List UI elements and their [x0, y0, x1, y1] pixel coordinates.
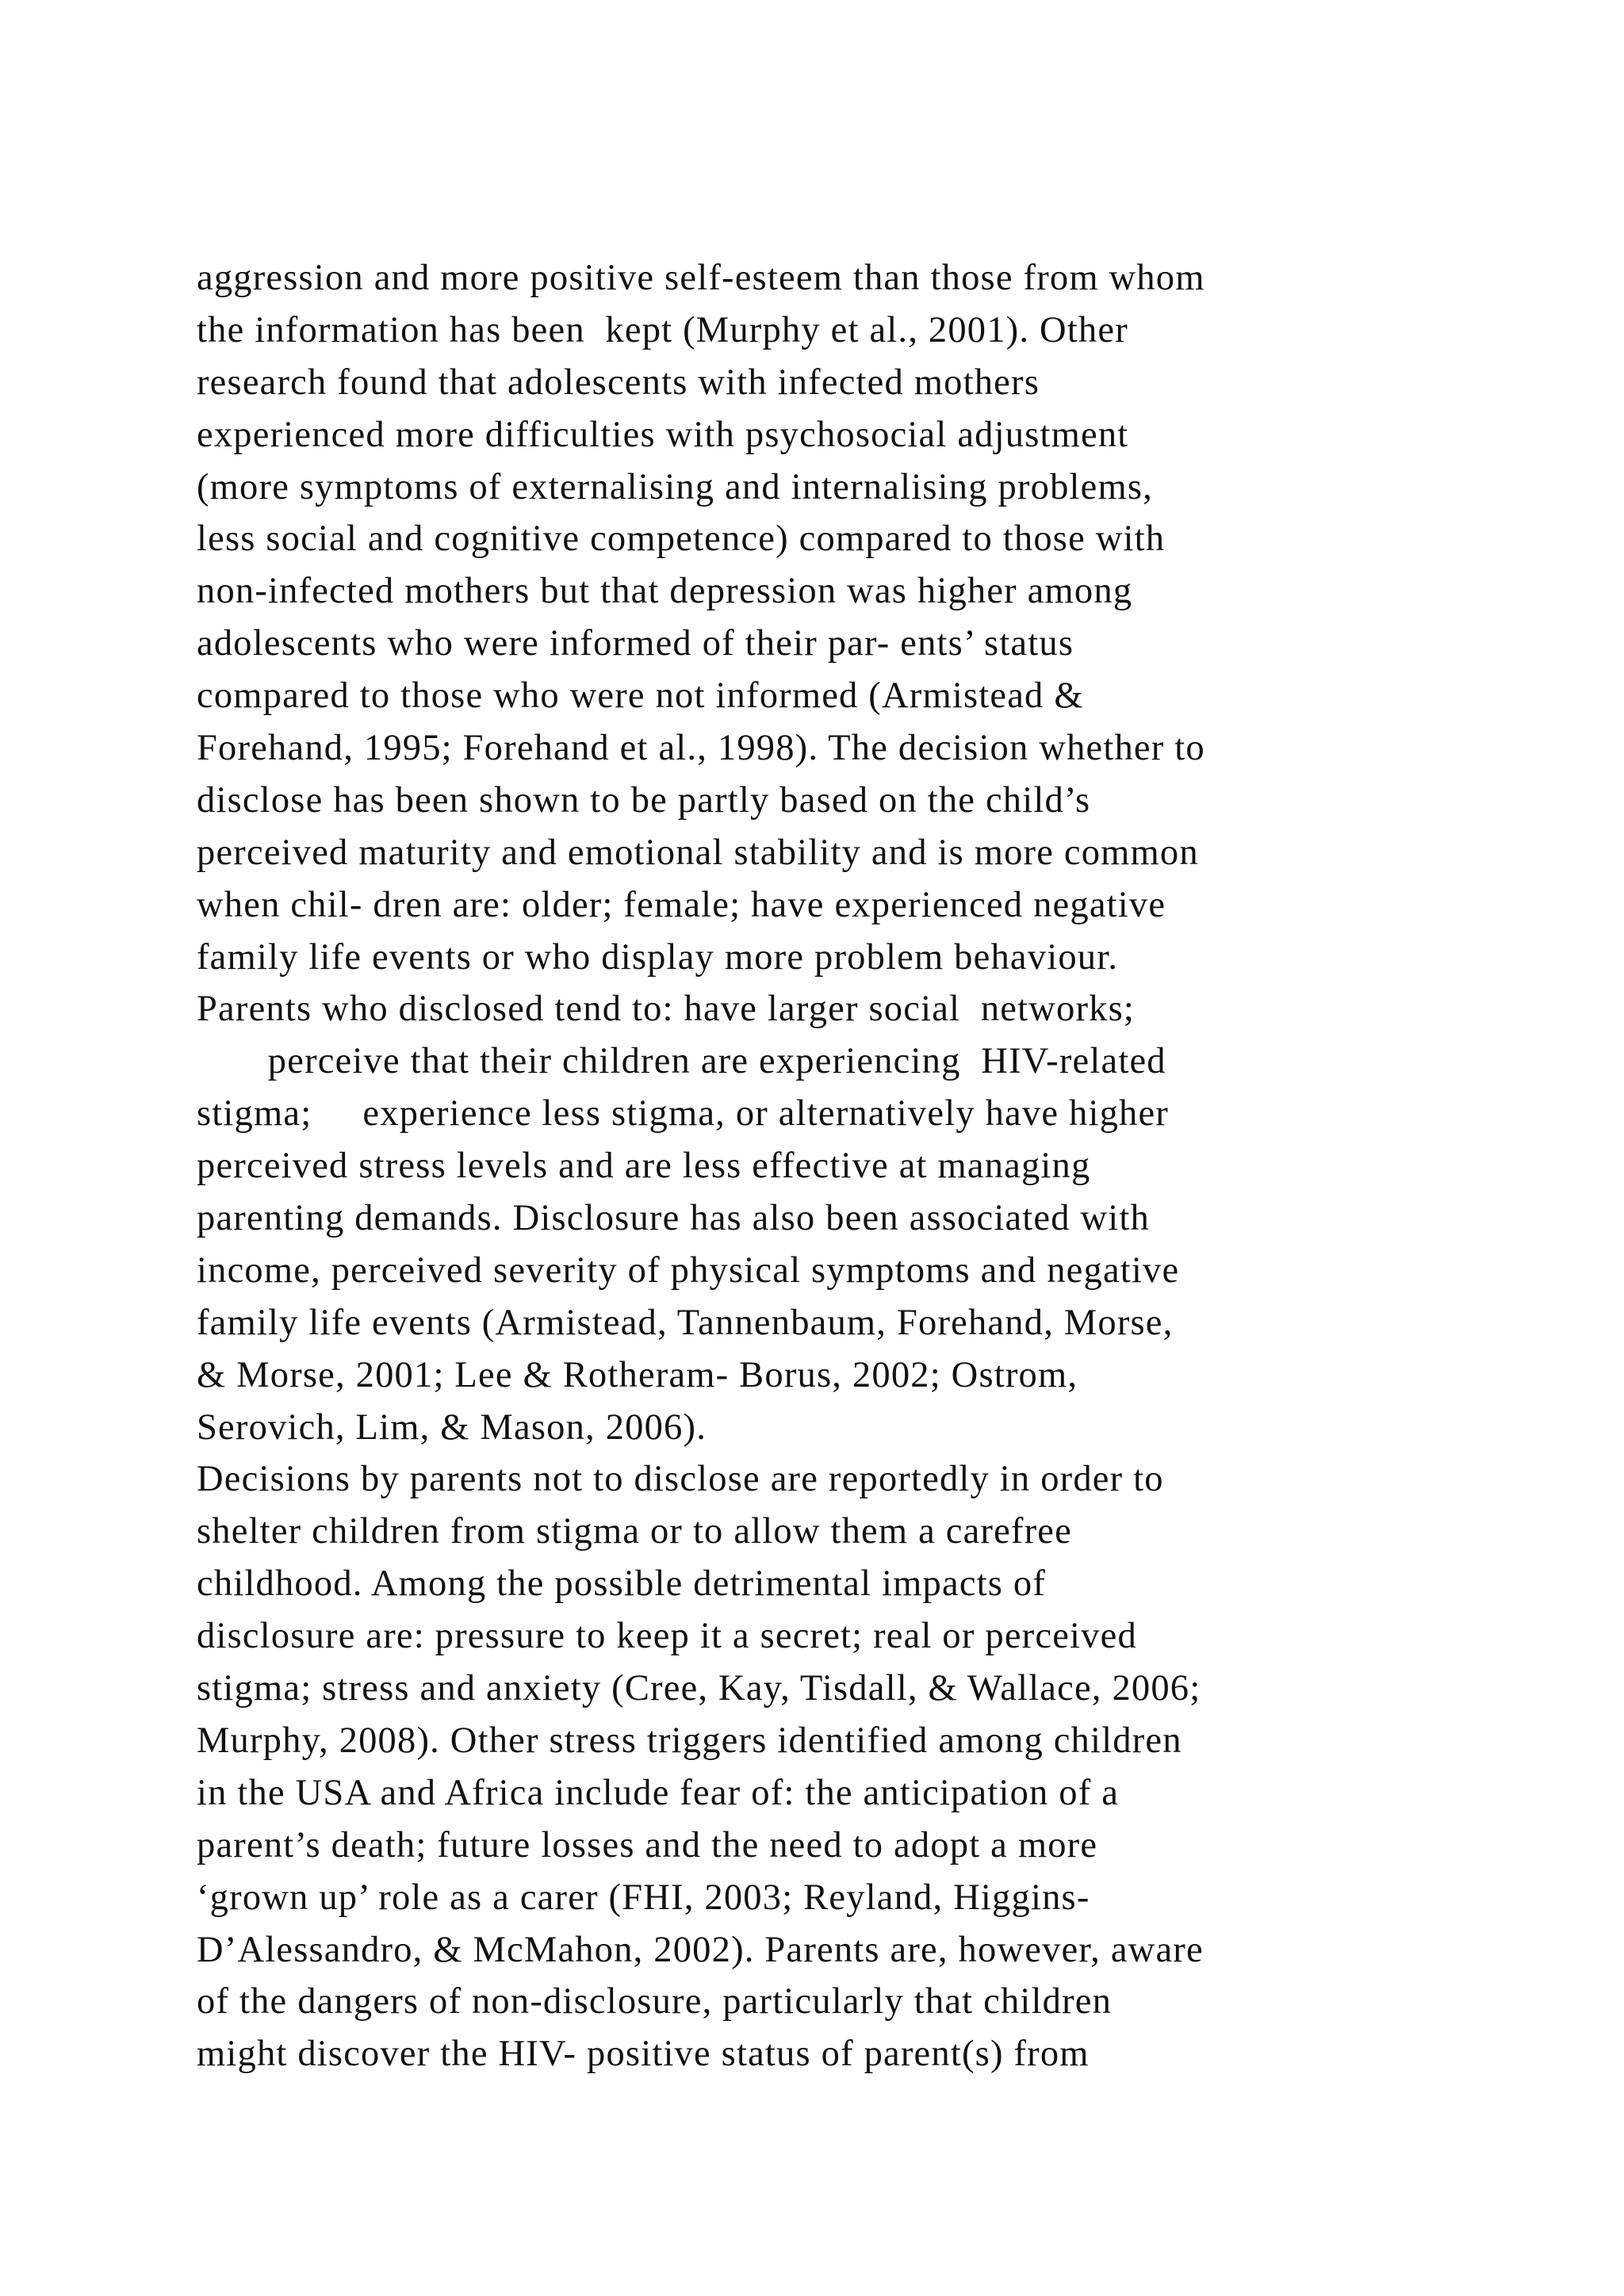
- text-line: D’Alessandro, & McMahon, 2002). Parents are, however, aware: [197, 1929, 1204, 1970]
- text-line: the information has been kept (Murphy et al., 2001). Other: [197, 309, 1128, 350]
- text-line: parenting demands. Disclosure has also been associated with: [197, 1198, 1150, 1239]
- text-line: might discover the HIV- positive status of parent(s) from: [197, 2034, 1090, 2075]
- text-line: perceived stress levels and are less effective at managing: [197, 1146, 1091, 1187]
- text-line: Decisions by parents not to disclose are reportedly in order to: [197, 1459, 1164, 1500]
- text-line: stigma; experience less stigma, or alternatively have higher: [197, 1093, 1169, 1135]
- text-line: of the dangers of non-disclosure, particularly that children: [197, 1981, 1113, 2022]
- text-line: & Morse, 2001; Lee & Rotheram- Borus, 2002; Ostrom,: [197, 1354, 1078, 1395]
- text-line: aggression and more positive self-esteem than those from whom: [197, 258, 1205, 298]
- text-line: experienced more difficulties with psychosocial adjustment: [197, 414, 1129, 455]
- text-line: Parents who disclosed tend to: have larger social networks;: [197, 989, 1136, 1030]
- text-line: stigma; stress and anxiety (Cree, Kay, Tisdall, & Wallace, 2006;: [197, 1668, 1201, 1709]
- text-line: shelter children from stigma or to allow them a carefree: [197, 1511, 1072, 1552]
- text-line: in the USA and Africa include fear of: the anticipation of a: [197, 1772, 1120, 1813]
- text-line: disclose has been shown to be partly based on the child’s: [197, 779, 1091, 821]
- text-line: parent’s death; future losses and the need to adopt a more: [197, 1824, 1098, 1866]
- text-line: family life events or who display more problem behaviour.: [197, 936, 1119, 978]
- text-line: research found that adolescents with infected mothers: [197, 362, 1040, 403]
- text-line: less social and cognitive competence) compared to those with: [197, 519, 1166, 560]
- text-line: childhood. Among the possible detrimental impacts of: [197, 1563, 1047, 1605]
- text-line: when chil- dren are: older; female; have experienced negative: [197, 884, 1166, 925]
- text-line: perceived maturity and emotional stability and is more common: [197, 832, 1199, 873]
- body-text: [197, 252, 1608, 2080]
- text-line: Murphy, 2008). Other stress triggers identified among children: [197, 1720, 1182, 1761]
- text-line: Forehand, 1995; Forehand et al., 1998). The decision whether to: [197, 728, 1205, 769]
- text-line: disclosure are: pressure to keep it a secret; real or perceived: [197, 1616, 1137, 1657]
- text-line: family life events (Armistead, Tannenbaum, Forehand, Morse,: [197, 1302, 1174, 1343]
- text-line: adolescents who were informed of their par- ents’ status: [197, 623, 1074, 664]
- text-line: (more symptoms of externalising and internalising problems,: [197, 466, 1153, 507]
- text-line: non-infected mothers but that depression was higher among: [197, 571, 1133, 612]
- text-line: compared to those who were not informed (Armistead &: [197, 675, 1084, 717]
- text-line: income, perceived severity of physical symptoms and negative: [197, 1249, 1180, 1291]
- text-line: Serovich, Lim, & Mason, 2006).: [197, 1406, 707, 1448]
- text-line: perceive that their children are experiencing HIV-related: [197, 1041, 1166, 1082]
- text-line: ‘grown up’ role as a carer (FHI, 2003; Reyland, Higgins-: [197, 1877, 1090, 1918]
